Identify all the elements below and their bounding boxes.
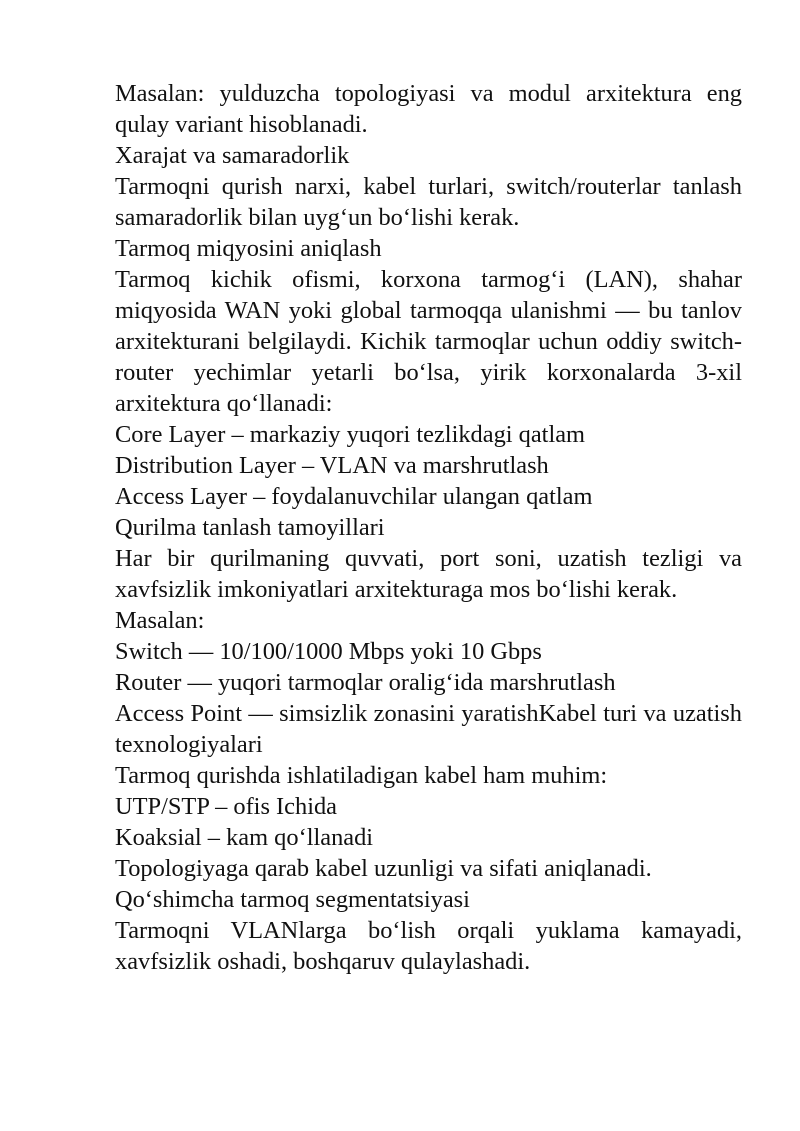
- paragraph-cost-efficiency: Tarmoqni qurish narxi, kabel turlari, switch/routerlar tanlash samaradorlik bilan uyg‘un bo‘lishi kerak.: [115, 173, 742, 231]
- paragraph-cable-importance: Tarmoq qurishda ishlatiladigan kabel ham muhim:: [115, 762, 608, 789]
- paragraph-intro-example: Masalan: yulduzcha topologiyasi va modul arxitektura eng qulay variant hisoblanadi.: [115, 80, 742, 138]
- heading-cost-efficiency: Xarajat va samaradorlik: [115, 142, 350, 169]
- paragraph-cable-length: Topologiyaga qarab kabel uzunligi va sifati aniqlanadi.: [115, 855, 652, 882]
- paragraph-device-selection: Har bir qurilmaning quvvati, port soni, uzatish tezligi va xavfsizlik imkoniyatlari arxitekturaga mos bo‘lishi kerak.: [115, 545, 742, 603]
- list-item-utp-stp: UTP/STP – ofis Ichida: [115, 793, 337, 820]
- document-page: [115, 78, 742, 977]
- list-item-distribution-layer: Distribution Layer – VLAN va marshrutlash: [115, 452, 549, 479]
- paragraph-segmentation: Tarmoqni VLANlarga bo‘lish orqali yuklama kamayadi, xavfsizlik oshadi, boshqaruv qulaylashadi.: [115, 917, 742, 975]
- list-item-access-layer: Access Layer – foydalanuvchilar ulangan qatlam: [115, 483, 593, 510]
- heading-network-scale: Tarmoq miqyosini aniqlash: [115, 235, 382, 262]
- list-item-router: Router — yuqori tarmoqlar oralig‘ida marshrutlash: [115, 669, 616, 696]
- list-item-switch: Switch — 10/100/1000 Mbps yoki 10 Gbps: [115, 638, 542, 665]
- paragraph-network-scale: Tarmoq kichik ofismi, korxona tarmog‘i (LAN), shahar miqyosida WAN yoki global tarmoqqa ulanishmi — bu tanlov arxitekturani belgilaydi. Kichik tarmoqlar uchun oddiy switch-router yechimlar yetarli bo‘lsa, yirik korxonalarda 3-xil arxitektura qo‘llanadi:: [115, 266, 742, 417]
- list-item-core-layer: Core Layer – markaziy yuqori tezlikdagi qatlam: [115, 421, 586, 448]
- heading-segmentation: Qo‘shimcha tarmoq segmentatsiyasi: [115, 886, 470, 913]
- heading-device-selection: Qurilma tanlash tamoyillari: [115, 514, 385, 541]
- list-item-coaxial: Koaksial – kam qo‘llanadi: [115, 824, 374, 851]
- list-item-access-point: Access Point — simsizlik zonasini yaratishKabel turi va uzatish texnologiyalari: [115, 700, 742, 758]
- label-example: Masalan:: [115, 607, 205, 634]
